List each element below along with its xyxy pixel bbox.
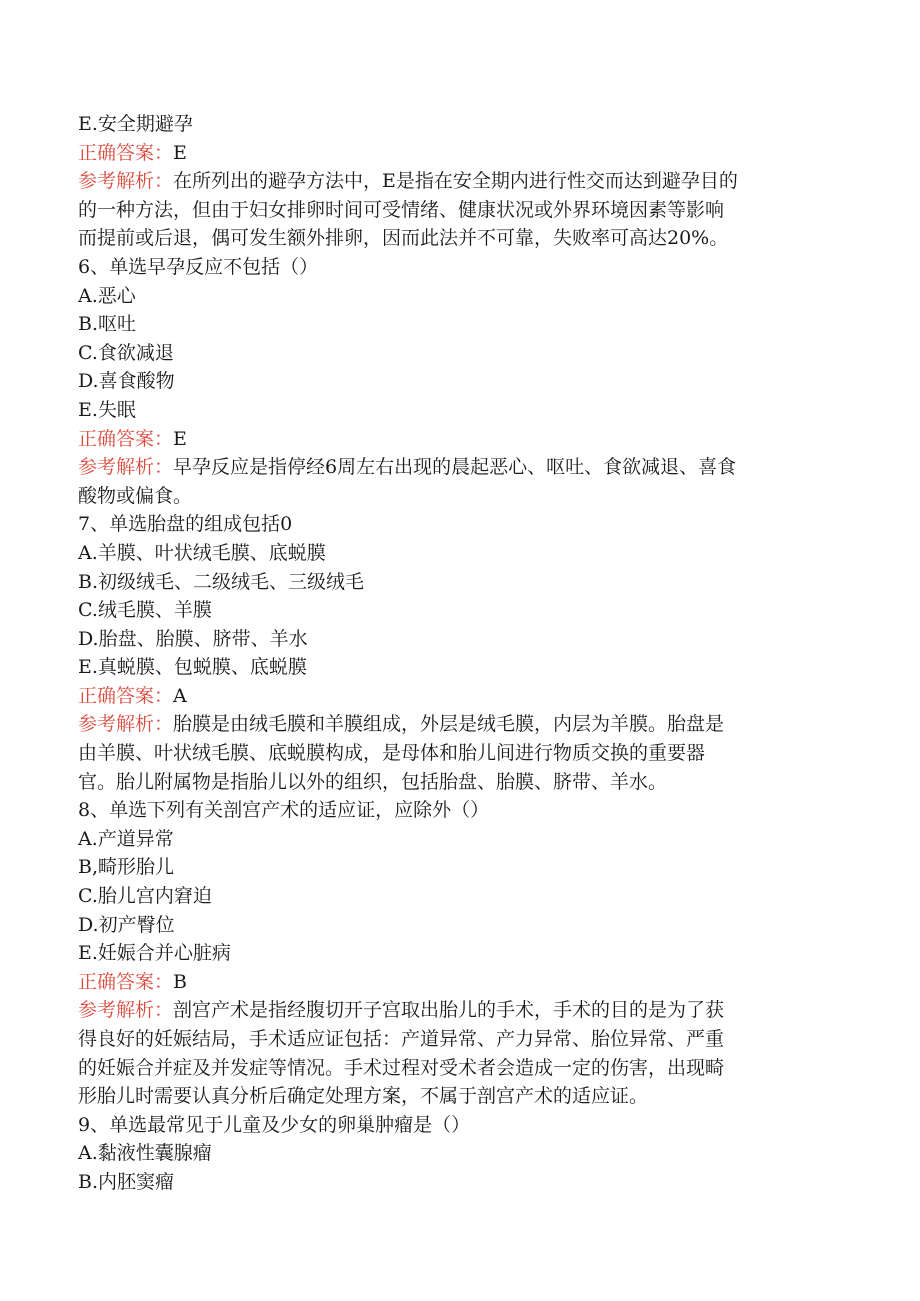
answer-line bbox=[78, 968, 838, 997]
text-line bbox=[78, 1111, 838, 1140]
line-text: 早孕反应是指停经6周左右出现的晨起恶心、呕吐、食欲减退、喜食 bbox=[173, 456, 737, 479]
text-line bbox=[78, 1139, 838, 1168]
text-line bbox=[78, 596, 838, 625]
text-line bbox=[78, 196, 838, 225]
line-text: B.内胚窦瘤 bbox=[78, 1170, 175, 1193]
line-text: A.恶心 bbox=[78, 284, 136, 307]
line-text: 由羊膜、叶状绒毛膜、底蜕膜构成，是母体和胎儿间进行物质交换的重要器 bbox=[78, 742, 706, 765]
text-line bbox=[78, 282, 838, 311]
line-text: E bbox=[173, 141, 187, 164]
text-line bbox=[78, 482, 838, 511]
line-text: D.初产臀位 bbox=[78, 913, 175, 936]
line-text: 6、单选早孕反应不包括（） bbox=[78, 255, 319, 278]
text-line bbox=[78, 853, 838, 882]
line-text: 剖宫产术是指经腹切开子宫取出胎儿的手术，手术的目的是为了获 bbox=[173, 999, 725, 1022]
text-line bbox=[78, 110, 838, 139]
explanation-line bbox=[78, 453, 838, 482]
line-text: 的一种方法，但由于妇女排卵时间可受情绪、健康状况或外界环境因素等影响 bbox=[78, 198, 725, 221]
document-body bbox=[78, 110, 838, 1197]
explanation-line bbox=[78, 167, 838, 196]
text-line bbox=[78, 653, 838, 682]
explanation-label: 参考解析： bbox=[78, 999, 174, 1022]
line-text: 而提前或后退，偶可发生额外排卵，因而此法并不可靠，失败率可高达20%。 bbox=[78, 227, 729, 250]
text-line bbox=[78, 224, 838, 253]
text-line bbox=[78, 625, 838, 654]
line-text: C.食欲减退 bbox=[78, 341, 174, 364]
line-text: 7、单选胎盘的组成包括0 bbox=[78, 513, 293, 536]
answer-label: 正确答案： bbox=[78, 970, 174, 993]
line-text: 胎膜是由绒毛膜和羊膜组成，外层是绒毛膜，内层为羊膜。胎盘是 bbox=[173, 713, 725, 736]
answer-line bbox=[78, 425, 838, 454]
text-line bbox=[78, 253, 838, 282]
line-text: A.羊膜、叶状绒毛膜、底蜕膜 bbox=[78, 541, 326, 564]
text-line bbox=[78, 367, 838, 396]
text-line bbox=[78, 939, 838, 968]
line-text: B.呕吐 bbox=[78, 313, 137, 336]
line-text: 8、单选下列有关剖宫产术的适应证，应除外（） bbox=[78, 799, 490, 822]
text-line bbox=[78, 768, 838, 797]
text-line bbox=[78, 739, 838, 768]
answer-line bbox=[78, 682, 838, 711]
line-text: A.产道异常 bbox=[78, 827, 174, 850]
explanation-label: 参考解析： bbox=[78, 713, 174, 736]
answer-line bbox=[78, 139, 838, 168]
line-text: A.黏液性囊腺瘤 bbox=[78, 1142, 212, 1165]
line-text: 得良好的妊娠结局，手术适应证包括：产道异常、产力异常、胎位异常、严重 bbox=[78, 1028, 725, 1050]
line-text: 在所列出的避孕方法中，E是指在安全期内进行性交而达到避孕目的 bbox=[173, 170, 738, 193]
line-text: D.喜食酸物 bbox=[78, 370, 175, 393]
line-text: 官。胎儿附属物是指胎儿以外的组织，包括胎盘、胎膜、脐带、羊水。 bbox=[78, 770, 668, 793]
line-text: B bbox=[173, 970, 187, 993]
line-text: 酸物或偏食。 bbox=[78, 484, 193, 507]
text-line bbox=[78, 539, 838, 568]
text-line bbox=[78, 510, 838, 539]
text-line bbox=[78, 396, 838, 425]
text-line bbox=[78, 882, 838, 911]
line-text: 的妊娠合并症及并发症等情况。手术过程对受术者会造成一定的伤害，出现畸 bbox=[78, 1056, 725, 1079]
line-text: A bbox=[173, 684, 187, 707]
line-text: C.胎儿宫内窘迫 bbox=[78, 885, 212, 908]
text-line bbox=[78, 339, 838, 368]
explanation-label: 参考解析： bbox=[78, 170, 174, 193]
answer-label: 正确答案： bbox=[78, 684, 174, 707]
text-line bbox=[78, 1054, 838, 1083]
text-line bbox=[78, 825, 838, 854]
line-text: 形胎儿时需要认真分析后确定处理方案，不属于剖宫产术的适应证。 bbox=[78, 1085, 649, 1108]
answer-label: 正确答案： bbox=[78, 427, 174, 450]
line-text: E.失眠 bbox=[78, 398, 136, 421]
explanation-line bbox=[78, 996, 838, 1025]
text-line bbox=[78, 568, 838, 597]
line-text: E bbox=[173, 427, 187, 450]
text-line bbox=[78, 1025, 838, 1054]
text-line bbox=[78, 310, 838, 339]
explanation-line bbox=[78, 710, 838, 739]
explanation-label: 参考解析： bbox=[78, 456, 174, 479]
line-text: D.胎盘、胎膜、脐带、羊水 bbox=[78, 627, 308, 650]
line-text: B.初级绒毛、二级绒毛、三级绒毛 bbox=[78, 570, 365, 593]
text-line bbox=[78, 911, 838, 940]
text-line bbox=[78, 1168, 838, 1197]
line-text: C.绒毛膜、羊膜 bbox=[78, 599, 212, 622]
line-text: E.安全期避孕 bbox=[78, 113, 193, 135]
line-text: E.妊娠合并心脏病 bbox=[78, 942, 231, 965]
line-text: 9、单选最常见于儿童及少女的卵巢肿瘤是（） bbox=[78, 1113, 471, 1136]
line-text: E.真蜕膜、包蜕膜、底蜕膜 bbox=[78, 656, 307, 679]
text-line bbox=[78, 1082, 838, 1111]
answer-label: 正确答案： bbox=[78, 141, 174, 164]
line-text: B,畸形胎儿 bbox=[78, 856, 175, 879]
text-line bbox=[78, 796, 838, 825]
